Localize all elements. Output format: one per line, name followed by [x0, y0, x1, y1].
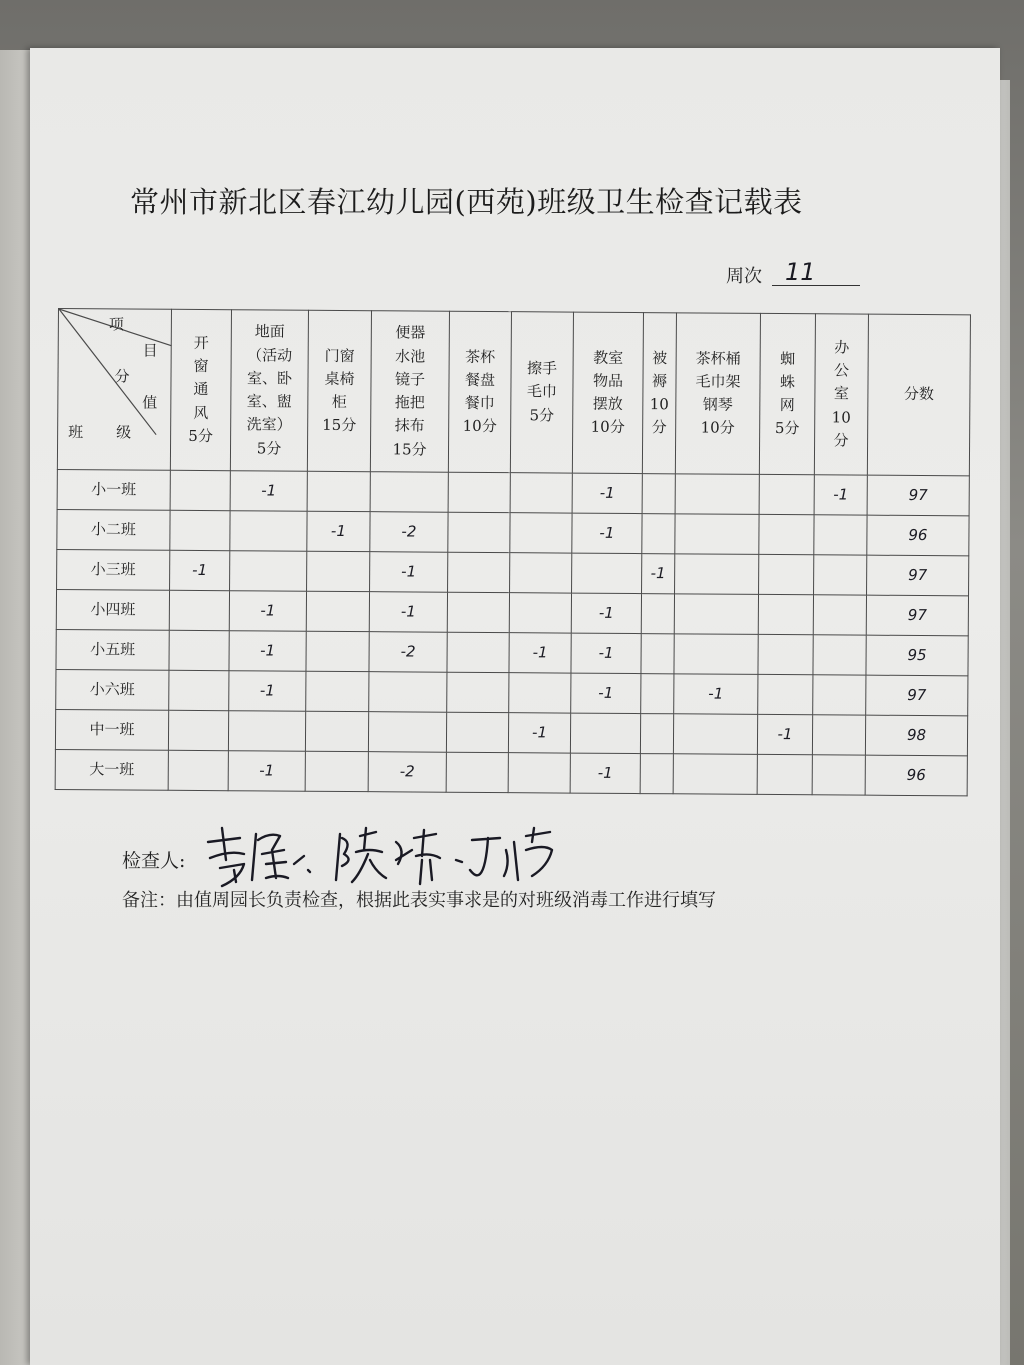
corner-label-mu: 目 [142, 341, 158, 360]
deduction-cell [758, 594, 813, 634]
deduction-cell [675, 514, 759, 555]
deduction-cell: -1 [572, 473, 642, 513]
column-header-2 [230, 310, 308, 472]
deduction-cell [447, 632, 509, 672]
deduction-cell [759, 474, 814, 514]
deduction-cell [307, 551, 370, 591]
class-name-cell: 小六班 [56, 669, 169, 710]
column-header-label: 分数 [903, 385, 934, 404]
deduction-cell: -1 [571, 593, 641, 633]
deduction-cell [447, 672, 509, 712]
deduction-cell [758, 674, 813, 714]
column-header-label: 茶杯 餐盘 餐巾 10分 [462, 347, 497, 436]
deduction-cell [368, 712, 446, 753]
deduction-cell: -1 [307, 511, 370, 551]
column-header-4 [370, 311, 449, 473]
deduction-cell [757, 754, 812, 794]
corner-label-item: 项 [108, 315, 124, 334]
column-header-label: 茶杯桶 毛巾架 钢琴 10分 [695, 348, 741, 437]
column-header-6 [510, 312, 573, 473]
class-name-cell: 小五班 [56, 629, 169, 670]
deduction-cell [508, 753, 570, 793]
deduction-cell: -1 [642, 554, 675, 594]
deduction-cell: -1 [369, 592, 447, 633]
deduction-cell [448, 552, 510, 592]
deduction-cell [509, 673, 571, 713]
deduction-cell [674, 594, 758, 635]
class-name-cell: 小四班 [56, 589, 169, 630]
class-name-cell: 小一班 [57, 469, 170, 510]
deduction-cell [641, 594, 674, 634]
deduction-cell [640, 714, 673, 754]
deduction-cell [369, 672, 447, 713]
table-row [57, 549, 969, 595]
deduction-cell [447, 592, 509, 632]
deduction-cell [642, 474, 675, 514]
deduction-cell [307, 471, 370, 511]
deduction-cell: -1 [757, 714, 812, 754]
deduction-cell [759, 514, 814, 554]
deduction-cell [169, 670, 229, 710]
column-header-12 [867, 314, 970, 476]
score-cell: 96 [867, 515, 969, 556]
score-cell: 96 [865, 755, 967, 796]
deduction-cell [230, 551, 307, 592]
column-header-7 [572, 312, 643, 473]
deduction-cell [675, 554, 759, 595]
inspection-table [55, 308, 971, 796]
deduction-cell: -1 [814, 475, 867, 515]
table-row [56, 669, 968, 715]
class-name-cell: 中一班 [55, 709, 168, 750]
column-header-label: 被 褥 10 分 [649, 348, 669, 437]
inspection-table-wrap [55, 308, 970, 794]
column-header-label: 办 公 室 10 分 [831, 338, 851, 450]
class-name-cell: 大一班 [55, 749, 168, 790]
deduction-cell [509, 593, 571, 633]
deduction-cell [305, 711, 368, 751]
column-header-10 [759, 313, 815, 474]
deduction-cell [170, 470, 230, 510]
deduction-cell [812, 715, 865, 755]
column-header-label: 开 窗 通 风 5分 [188, 333, 213, 445]
deduction-cell [170, 510, 230, 550]
corner-label-ji: 级 [116, 423, 132, 442]
inspector-signatures [200, 820, 560, 890]
deduction-cell [673, 714, 757, 755]
deduction-cell [446, 752, 508, 792]
document-title: 常州市新北区春江幼儿园(西苑)班级卫生检查记载表 [130, 185, 803, 219]
deduction-cell [168, 750, 228, 790]
deduction-cell [640, 754, 673, 794]
week-label: 周次 [726, 266, 762, 287]
corner-label-ban: 班 [68, 423, 84, 442]
deduction-cell [674, 634, 758, 675]
deduction-cell: -1 [230, 471, 307, 512]
score-cell: 98 [865, 715, 967, 756]
table-row [57, 469, 969, 515]
column-header-label: 擦手 毛巾 5分 [526, 359, 558, 425]
deduction-cell [510, 513, 572, 553]
deduction-cell: -1 [370, 552, 448, 593]
deduction-cell: -1 [572, 513, 642, 553]
deduction-cell [448, 512, 510, 552]
column-header-5 [448, 311, 511, 472]
deduction-cell [642, 514, 675, 554]
deduction-cell [675, 474, 759, 515]
deduction-cell: -2 [369, 632, 447, 673]
score-cell: 95 [866, 635, 968, 676]
deduction-cell [813, 635, 866, 675]
deduction-cell: -1 [170, 550, 230, 590]
deduction-cell [814, 515, 867, 555]
deduction-cell: -1 [571, 673, 641, 713]
column-header-1 [170, 309, 231, 470]
column-header-label: 便器 水池 镜子 拖把 抹布 15分 [392, 323, 427, 459]
deduction-cell [306, 671, 369, 711]
deduction-cell [572, 553, 642, 593]
week-value: 11 [785, 258, 816, 286]
column-header-label: 蜘 蛛 网 5分 [774, 349, 800, 438]
remarks-note: 备注：由值周园长负责检查，根据此表实事求是的对班级消毒工作进行填写 [122, 890, 716, 911]
corner-header-cell [57, 309, 171, 471]
deduction-cell [641, 634, 674, 674]
week-underline [772, 285, 860, 286]
score-cell: 97 [866, 595, 968, 636]
table-body [55, 309, 970, 796]
deduction-cell: -1 [509, 633, 571, 673]
deduction-cell: -1 [229, 671, 306, 712]
deduction-cell: -2 [370, 512, 448, 553]
deduction-cell [510, 473, 572, 513]
deduction-cell: -1 [571, 633, 641, 673]
deduction-cell [169, 590, 229, 630]
column-header-label: 地面 （活动 室、卧 室、盥 洗室） 5分 [246, 322, 293, 458]
column-header-3 [307, 310, 371, 471]
table-row [55, 749, 967, 795]
deduction-cell [228, 711, 305, 752]
deduction-cell [812, 755, 865, 795]
column-header-label: 教室 物品 摆放 10分 [590, 348, 625, 437]
deduction-cell [169, 630, 229, 670]
deduction-cell: -1 [228, 751, 305, 792]
deduction-cell: -1 [570, 753, 640, 793]
deduction-cell [306, 631, 369, 671]
table-row [56, 629, 968, 675]
deduction-cell: -1 [229, 591, 306, 632]
corner-label-fen: 分 [114, 367, 130, 386]
table-header-row [57, 309, 970, 476]
deduction-cell [673, 754, 757, 795]
score-cell: 97 [867, 475, 969, 516]
deduction-cell [370, 472, 448, 513]
corner-label-zhi: 值 [142, 393, 158, 412]
column-header-9 [675, 313, 760, 475]
inspector-label: 检查人: [122, 850, 186, 872]
score-cell: 97 [866, 675, 968, 716]
table-row [57, 509, 969, 555]
deduction-cell: -1 [508, 713, 570, 753]
class-name-cell: 小三班 [57, 549, 170, 590]
deduction-cell [510, 553, 572, 593]
deduction-cell [813, 675, 866, 715]
deduction-cell [758, 634, 813, 674]
deduction-cell: -1 [229, 631, 306, 672]
table-row [55, 709, 967, 755]
deduction-cell [446, 712, 508, 752]
deduction-cell [306, 591, 369, 631]
deduction-cell: -1 [674, 674, 758, 715]
deduction-cell: -2 [368, 752, 446, 793]
deduction-cell [759, 554, 814, 594]
column-header-8 [642, 313, 676, 474]
deduction-cell [168, 710, 228, 750]
score-cell: 97 [867, 555, 969, 596]
column-header-11 [814, 314, 868, 475]
column-header-label: 门窗 桌椅 柜 15分 [322, 346, 357, 435]
deduction-cell [813, 595, 866, 635]
deduction-cell [448, 472, 510, 512]
deduction-cell [814, 555, 867, 595]
class-name-cell: 小二班 [57, 509, 170, 550]
deduction-cell [641, 674, 674, 714]
table-row [56, 589, 968, 635]
deduction-cell [230, 511, 307, 552]
deduction-cell [305, 751, 368, 791]
deduction-cell [570, 713, 640, 753]
